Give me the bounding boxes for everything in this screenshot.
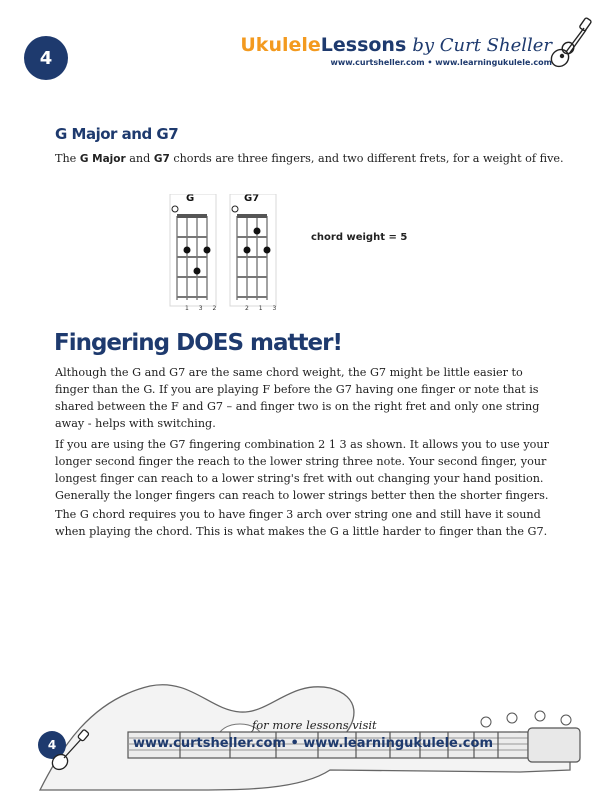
chord-fingering-g: 1 3 2 bbox=[185, 305, 221, 312]
intro-text-1: The bbox=[55, 152, 80, 165]
brand-lessons: Lessons bbox=[320, 34, 407, 56]
finger-dot bbox=[204, 247, 211, 254]
chord-name-g7: G7 bbox=[244, 193, 260, 204]
finger-dot bbox=[264, 247, 271, 254]
brand-author: by Curt Sheller bbox=[412, 35, 552, 56]
intro-text-3: chords are three fingers, and two different frets, for a weight of five. bbox=[169, 152, 564, 165]
paragraph-1: Although the G and G7 are the same chord weight, the G7 might be little easier to finger than the G. If you are playing F before the G7 having one finger or note that is shared between the F and G7 – and finger two is on the right fret and only one string away - helps with switching. bbox=[55, 366, 540, 430]
chord-name-g: G bbox=[186, 193, 195, 204]
intro-text-2: and bbox=[125, 152, 154, 165]
finger-dot bbox=[194, 268, 201, 275]
page-number: 4 bbox=[39, 47, 53, 69]
intro-chord-g: G Major bbox=[79, 153, 126, 165]
chord-fingering-g7: 2 1 3 bbox=[245, 305, 281, 312]
chord-weight: chord weight = 5 bbox=[311, 232, 408, 243]
page-number-badge bbox=[24, 36, 68, 80]
chord-diagram-g7 bbox=[228, 194, 281, 312]
paragraph-3: The G chord requires you to have finger 3 arch over string one and still have it sound when playing the chord. This is what makes the G a little harder to finger than the G7. bbox=[55, 508, 548, 538]
section-intro bbox=[55, 152, 564, 165]
footer-ukulele-icon bbox=[46, 728, 92, 774]
paragraph-2: If you are using the G7 fingering combination 2 1 3 as shown. It allows you to use your longer second finger the reach to the lower string three note. Your second finger, your longest finger can reach to a lower string's fret with out changing your hand position. Generally the longer fingers can reach to lower strings better then the shorter fingers. bbox=[55, 438, 549, 502]
section-title: G Major and G7 bbox=[55, 125, 179, 143]
finger-dot bbox=[254, 228, 261, 235]
finger-dot bbox=[184, 247, 191, 254]
ukulele-icon bbox=[548, 14, 592, 70]
brand-header bbox=[240, 34, 552, 67]
brand-ukulele: Ukulele bbox=[240, 34, 321, 56]
brand-urls: www.curtsheller.com • www.learningukulele.com bbox=[330, 58, 552, 67]
footer-page-number: 4 bbox=[47, 738, 57, 752]
main-title: Fingering DOES matter! bbox=[54, 330, 342, 356]
chord-diagram-g bbox=[168, 194, 221, 312]
brand-title bbox=[240, 34, 552, 56]
finger-dot bbox=[244, 247, 251, 254]
footer-urls[interactable]: www.curtsheller.com • www.learningukulele.com bbox=[133, 736, 493, 751]
intro-chord-g7: G7 bbox=[153, 153, 170, 165]
footer-visit-text: for more lessons visit bbox=[252, 718, 377, 732]
